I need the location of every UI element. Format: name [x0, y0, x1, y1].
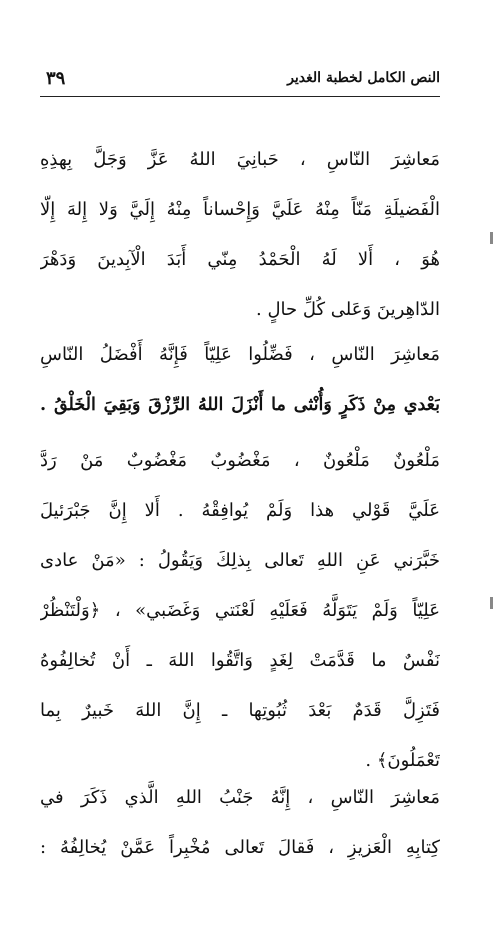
text-line: مَلْعُونٌ مَلْعُونٌ ، مَغْضُوبٌ مَغْضُوبٌ مَنْ رَدَّ	[40, 450, 440, 471]
margin-mark	[490, 597, 493, 609]
text-line: تَعْمَلُونَ﴾ .	[365, 750, 440, 771]
running-title: النص الكامل لخطبة الغدير	[287, 70, 440, 86]
text-line: مَعاشِرَ النّاسِ ، فَضِّلُوا عَلِيّاً فَإِنَّهُ أَفْضَلُ النّاسِ	[40, 344, 440, 365]
text-line: عَلَيَّ قَوْلي هذا وَلَمْ يُوافِقْهُ . أَلا إِنَّ جَبْرَئيلَ	[40, 500, 440, 521]
text-line: عَلِيّاً وَلَمْ يَتَوَلَّهُ فَعَلَيْهِ لَعْنَتي وَغَضَبي» ، ﴿وَلْتَنْظُرْ	[40, 600, 440, 621]
paragraph-3	[40, 436, 440, 786]
text-line: مَعاشِرَ النّاسِ ، حَبانِيَ اللهُ عَزَّ وَجَلَّ بِهذِهِ	[40, 149, 440, 170]
text-line: خَبَّرَني عَنِ اللهِ تَعالى بِذلِكَ وَيَقُولُ : «مَنْ عادى	[40, 550, 440, 571]
running-header	[40, 70, 440, 97]
text-line: بَعْدي مِنْ ذَكَرٍ وَأُنْثى ما أَنْزَلَ اللهُ الرِّزْقَ وَبَقِيَ الْخَلْقُ .	[40, 395, 440, 415]
text-line: هُوَ ، أَلا لَهُ الْحَمْدُ مِنّي أَبَدَ الْآبِدينَ وَدَهْرَ	[40, 249, 440, 270]
text-line: كِتابِهِ الْعَزيزِ ، فَقالَ تَعالى مُخْبِراً عَمَّنْ يُخالِفُهُ :	[40, 837, 440, 858]
margin-mark	[490, 232, 493, 244]
text-line: نَفْسٌ ما قَدَّمَتْ لِغَدٍ وَاتَّقُوا اللهَ ـ أَنْ تُخالِفُوهُ	[40, 650, 440, 671]
text-line: فَتَزِلَّ قَدَمٌ بَعْدَ ثُبُوتِها ـ إِنَّ اللهَ خَبيرٌ بِما	[40, 700, 440, 721]
text-line: الدّاهِرينَ وَعَلى كُلِّ حالٍ .	[256, 299, 440, 320]
paragraph-2	[40, 330, 440, 430]
text-line: الْفَضيلَةِ مَنّاً مِنْهُ عَلَيَّ وَإِحْساناً مِنْهُ إِلَيَّ وَلا إِلهَ إِلّا	[40, 199, 440, 220]
text-line: مَعاشِرَ النّاسِ ، إِنَّهُ جَنْبُ اللهِ الَّذي ذَكَرَ في	[40, 787, 440, 808]
paragraph-1	[40, 135, 440, 335]
page-number: ٣٩	[46, 68, 66, 89]
paragraph-4	[40, 773, 440, 873]
